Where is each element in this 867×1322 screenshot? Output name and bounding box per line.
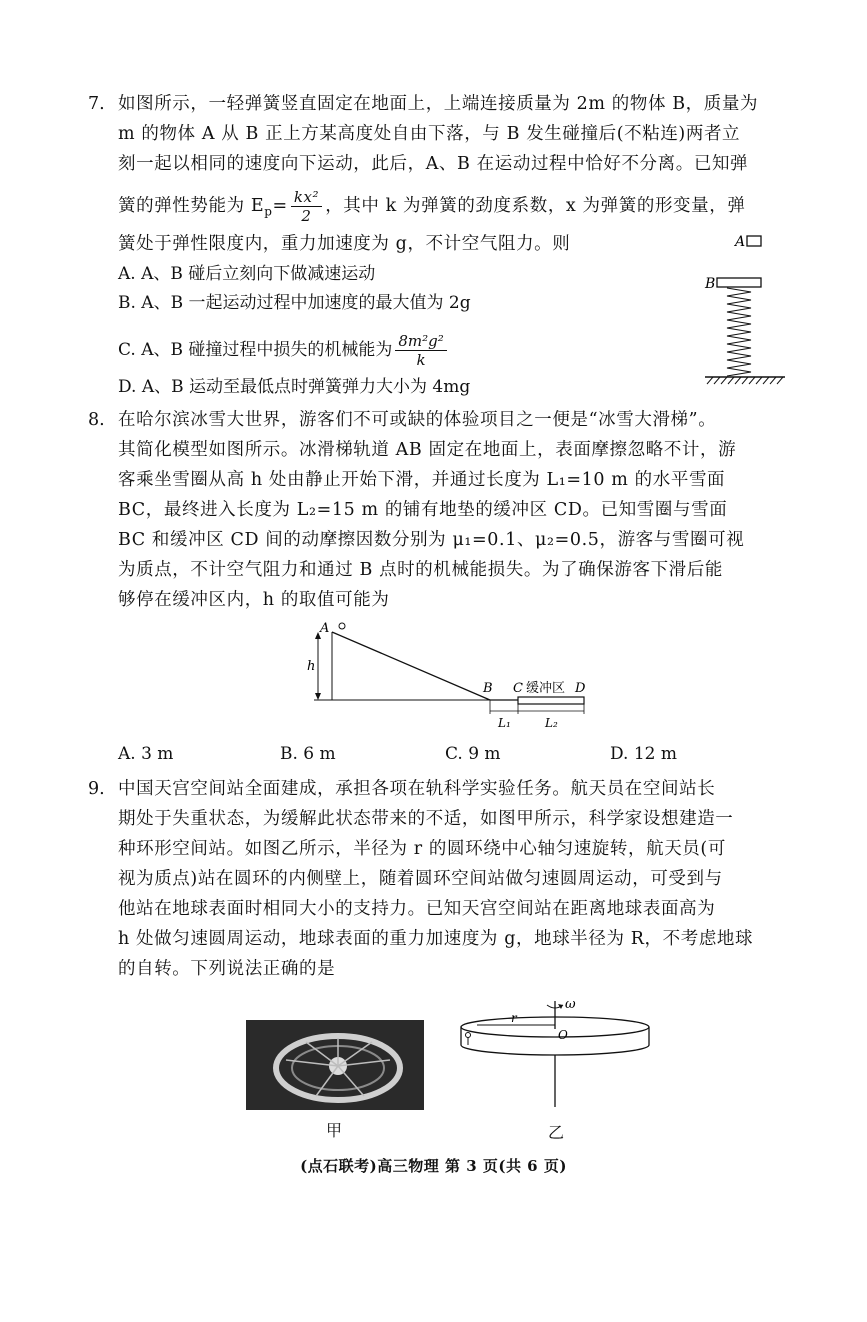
q7-energy-fraction bbox=[291, 188, 322, 225]
q7-ep-sub: p bbox=[264, 204, 273, 219]
q8-line-2: 其简化模型如图所示。冰滑梯轨道 AB 固定在地面上，表面摩擦忽略不计，游 bbox=[118, 440, 737, 460]
q7-line-1: 如图所示，一轻弹簧竖直固定在地面上，上端连接质量为 2m 的物体 B，质量为 bbox=[118, 94, 759, 114]
slide-track-ab bbox=[332, 632, 490, 700]
q9-line-7: 的自转。下列说法正确的是 bbox=[118, 959, 336, 979]
q8-line-1: 在哈尔滨冰雪大世界，游客们不可或缺的体验项目之一便是“冰雪大滑梯”。 bbox=[118, 410, 717, 430]
height-arrow-down bbox=[315, 693, 321, 700]
q7-option-a: A. A、B 碰后立刻向下做减速运动 bbox=[118, 264, 376, 284]
ring-station-photo bbox=[246, 1020, 424, 1110]
q8-line-6: 为质点，不计空气阻力和通过 B 点时的机械能损失。为了确保游客下滑后能 bbox=[118, 560, 723, 580]
ring-bottom-edge bbox=[461, 1045, 649, 1055]
q7-option-d: D. A、B 运动至最低点时弹簧弹力大小为 4mg bbox=[118, 377, 471, 397]
q7-line-2: m 的物体 A 从 B 正上方某高度处自由下落，与 B 发生碰撞后(不粘连)两者立 bbox=[118, 124, 741, 144]
q7-option-c-text: C. A、B 碰撞过程中损失的机械能为 bbox=[118, 340, 393, 360]
q8-option-b: B. 6 m bbox=[280, 744, 336, 764]
q7-spring-figure bbox=[695, 228, 790, 393]
q9-line-1: 中国天宫空间站全面建成，承担各项在轨科学实验任务。航天员在空间站长 bbox=[118, 779, 716, 799]
q9-line-3: 种环形空间站。如图乙所示，半径为 r 的圆环绕中心轴匀速旋转，航天员(可 bbox=[118, 839, 726, 859]
q8-fig-b: B bbox=[483, 681, 493, 696]
q7-fig-label-b: B bbox=[705, 276, 716, 292]
page-footer: (点石联考)高三物理 第 3 页(共 6 页) bbox=[300, 1157, 567, 1175]
rider-icon bbox=[339, 623, 345, 629]
q9-line-4: 视为质点)站在圆环的内侧壁上，随着圆环空间站做匀速圆周运动，可受到与 bbox=[118, 869, 723, 889]
q9-line-6: h 处做匀速圆周运动，地球表面的重力加速度为 g，地球半径为 R，不考虑地球 bbox=[118, 929, 754, 949]
q8-option-c: C. 9 m bbox=[445, 744, 501, 764]
q7-optc-den: k bbox=[416, 351, 426, 369]
block-b bbox=[717, 278, 761, 287]
q7-number: 7. bbox=[88, 94, 105, 114]
block-a bbox=[747, 236, 761, 246]
q7-line4-post: ，其中 k 为弹簧的劲度系数，x 为弹簧的形变量，弹 bbox=[325, 196, 746, 216]
spring-coil bbox=[727, 288, 751, 376]
q8-option-d: D. 12 m bbox=[610, 744, 677, 764]
q8-fig-zone: 缓冲区 bbox=[526, 681, 566, 696]
figure-caption-jia: 甲 bbox=[326, 1121, 343, 1140]
q9-number: 9. bbox=[88, 779, 105, 799]
q7-option-b: B. A、B 一起运动过程中加速度的最大值为 2g bbox=[118, 293, 471, 313]
q8-line-4: BC，最终进入长度为 L₂=15 m 的铺有地垫的缓冲区 CD。已知雪圈与雪面 bbox=[118, 500, 728, 520]
q8-line-7: 够停在缓冲区内，h 的取值可能为 bbox=[118, 590, 390, 610]
q9-fig-r: r bbox=[511, 1011, 517, 1025]
q7-option-c bbox=[118, 332, 450, 369]
q8-fig-c: C bbox=[513, 681, 523, 696]
q8-fig-a: A bbox=[320, 621, 330, 636]
q9-line-5: 他站在地球表面时相同大小的支持力。已知天宫空间站在距离地球表面高为 bbox=[118, 899, 716, 919]
q8-option-a: A. 3 m bbox=[118, 744, 174, 764]
figure-caption-yi: 乙 bbox=[548, 1123, 565, 1142]
q7-line-3: 刻一起以相同的速度向下运动，此后，A、B 在运动过程中恰好不分离。已知弹 bbox=[118, 154, 749, 174]
q7-line-5: 簧处于弹性限度内，重力加速度为 g，不计空气阻力。则 bbox=[118, 234, 571, 254]
q7-frac-den: 2 bbox=[301, 207, 312, 225]
rotation-arrowhead bbox=[558, 1004, 563, 1009]
q7-line-4 bbox=[118, 188, 745, 225]
q7-frac-num: kx² bbox=[291, 188, 322, 207]
q9-line-2: 期处于失重状态，为缓解此状态带来的不适，如图甲所示，科学家设想建造一 bbox=[118, 809, 734, 829]
q8-fig-l2: L₂ bbox=[545, 716, 558, 730]
q9-ring-diagram bbox=[455, 995, 665, 1115]
q8-slide-figure bbox=[300, 614, 600, 734]
q8-line-3: 客乘坐雪圈从高 h 处由静止开始下滑，并通过长度为 L₁=10 m 的水平雪面 bbox=[118, 470, 726, 490]
q9-fig-o: O bbox=[558, 1028, 568, 1042]
q7-option-c-fraction bbox=[395, 332, 446, 369]
q8-number: 8. bbox=[88, 410, 105, 430]
q8-fig-d: D bbox=[575, 681, 586, 696]
ring-spokes bbox=[286, 1038, 390, 1096]
buffer-zone-cd bbox=[518, 697, 584, 704]
q8-fig-l1: L₁ bbox=[498, 716, 511, 730]
q7-eq-sign: = bbox=[272, 196, 288, 216]
q7-line4-pre: 簧的弹性势能为 E bbox=[118, 196, 265, 216]
q9-fig-omega: ω bbox=[565, 997, 576, 1012]
astronaut-icon bbox=[466, 1033, 471, 1038]
q7-fig-label-a: A bbox=[735, 234, 746, 250]
q7-optc-num: 8m²g² bbox=[395, 332, 446, 351]
ground-hatch bbox=[707, 377, 783, 384]
q8-fig-h: h bbox=[307, 659, 316, 674]
q8-line-5: BC 和缓冲区 CD 间的动摩擦因数分别为 μ₁=0.1、μ₂=0.5，游客与雪圈可视 bbox=[118, 530, 745, 550]
